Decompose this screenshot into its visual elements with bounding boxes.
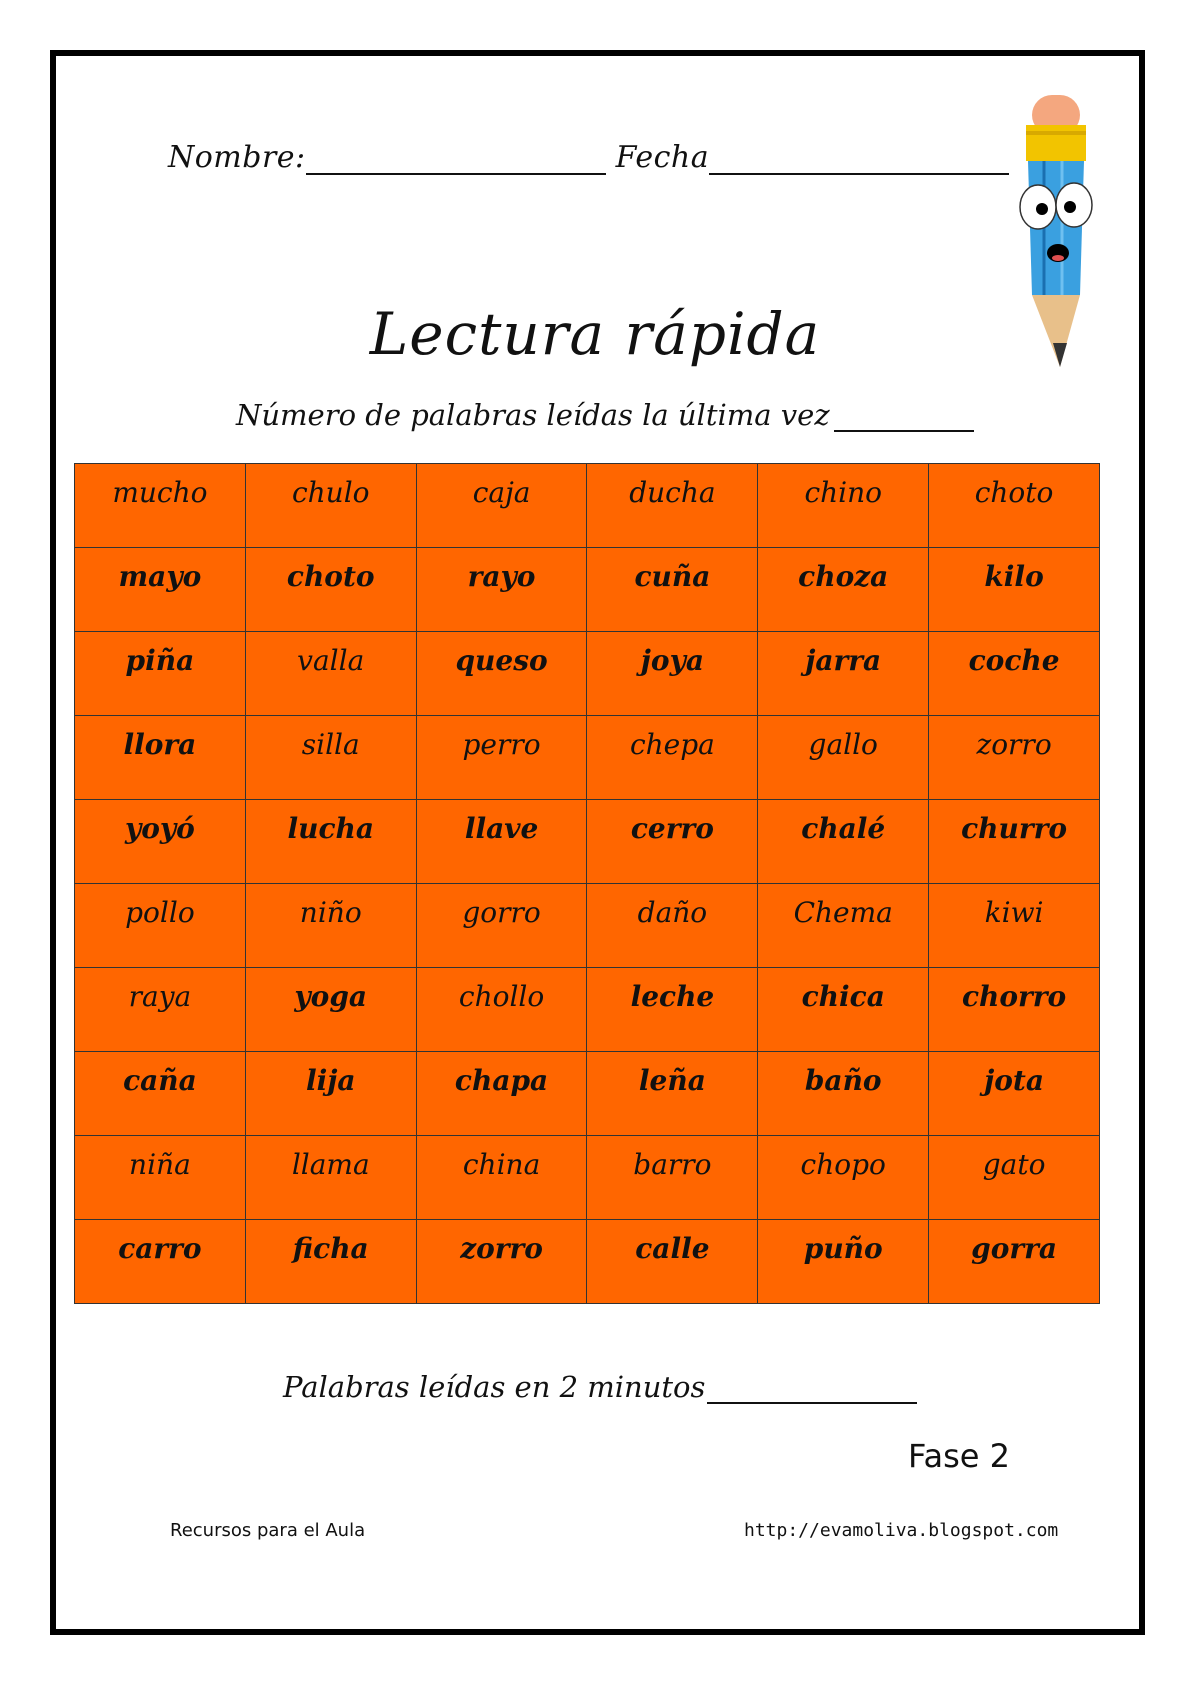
- grid-word-cell: kilo: [929, 548, 1100, 632]
- grid-row: [75, 548, 1100, 632]
- grid-row: [75, 968, 1100, 1052]
- grid-word-cell: pollo: [75, 884, 246, 968]
- grid-row: [75, 716, 1100, 800]
- grid-word-cell: chino: [758, 464, 929, 548]
- grid-word-cell: churro: [929, 800, 1100, 884]
- grid-word-cell: silla: [245, 716, 416, 800]
- grid-word-cell: ficha: [245, 1220, 416, 1304]
- grid-word-cell: chopo: [758, 1136, 929, 1220]
- name-blank-field[interactable]: [306, 143, 606, 175]
- grid-row: [75, 1052, 1100, 1136]
- grid-word-cell: chollo: [416, 968, 587, 1052]
- date-label: Fecha: [615, 140, 710, 175]
- grid-word-cell: chepa: [587, 716, 758, 800]
- grid-word-cell: caña: [75, 1052, 246, 1136]
- footer-source: Recursos para el Aula: [170, 1520, 366, 1541]
- page-title: Lectura rápida: [369, 300, 821, 368]
- header-line: [168, 140, 1009, 175]
- grid-word-cell: yoyó: [75, 800, 246, 884]
- grid-word-cell: Chema: [758, 884, 929, 968]
- grid-word-cell: ducha: [587, 464, 758, 548]
- grid-word-cell: barro: [587, 1136, 758, 1220]
- grid-row: [75, 1136, 1100, 1220]
- grid-word-cell: cuña: [587, 548, 758, 632]
- grid-word-cell: piña: [75, 632, 246, 716]
- minutes-blank-field[interactable]: [707, 1372, 917, 1404]
- grid-word-cell: chica: [758, 968, 929, 1052]
- grid-word-cell: yoga: [245, 968, 416, 1052]
- grid-word-cell: leña: [587, 1052, 758, 1136]
- grid-word-cell: llave: [416, 800, 587, 884]
- last-count-label: Número de palabras leídas la última vez: [236, 398, 830, 432]
- grid-word-cell: jarra: [758, 632, 929, 716]
- grid-word-cell: daño: [587, 884, 758, 968]
- grid-row: [75, 884, 1100, 968]
- grid-word-cell: queso: [416, 632, 587, 716]
- grid-word-cell: puño: [758, 1220, 929, 1304]
- grid-row: [75, 800, 1100, 884]
- grid-word-cell: chapa: [416, 1052, 587, 1136]
- grid-word-cell: perro: [416, 716, 587, 800]
- grid-word-cell: carro: [75, 1220, 246, 1304]
- grid-word-cell: chulo: [245, 464, 416, 548]
- grid-word-cell: mayo: [75, 548, 246, 632]
- grid-word-cell: calle: [587, 1220, 758, 1304]
- grid-row: [75, 464, 1100, 548]
- grid-word-cell: cerro: [587, 800, 758, 884]
- grid-row: [75, 632, 1100, 716]
- grid-row: [75, 1220, 1100, 1304]
- minutes-label: Palabras leídas en 2 minutos: [283, 1370, 706, 1404]
- grid-word-cell: chorro: [929, 968, 1100, 1052]
- grid-word-cell: niño: [245, 884, 416, 968]
- grid-word-cell: gorra: [929, 1220, 1100, 1304]
- grid-word-cell: valla: [245, 632, 416, 716]
- grid-word-cell: jota: [929, 1052, 1100, 1136]
- phase-label: Fase 2: [908, 1437, 1010, 1475]
- grid-word-cell: china: [416, 1136, 587, 1220]
- grid-word-cell: llama: [245, 1136, 416, 1220]
- grid-word-cell: caja: [416, 464, 587, 548]
- grid-word-cell: mucho: [75, 464, 246, 548]
- grid-word-cell: gorro: [416, 884, 587, 968]
- last-count-blank-field[interactable]: [834, 400, 974, 432]
- grid-word-cell: raya: [75, 968, 246, 1052]
- grid-word-cell: gato: [929, 1136, 1100, 1220]
- word-grid: [74, 463, 1100, 1304]
- grid-word-cell: llora: [75, 716, 246, 800]
- grid-word-cell: choza: [758, 548, 929, 632]
- name-label: Nombre:: [168, 140, 306, 175]
- grid-word-cell: rayo: [416, 548, 587, 632]
- grid-word-cell: zorro: [416, 1220, 587, 1304]
- grid-word-cell: baño: [758, 1052, 929, 1136]
- grid-word-cell: lija: [245, 1052, 416, 1136]
- grid-word-cell: gallo: [758, 716, 929, 800]
- grid-word-cell: choto: [245, 548, 416, 632]
- minutes-line: [283, 1370, 917, 1404]
- pencil-character-icon: [1010, 95, 1130, 385]
- footer-url: http://evamoliva.blogspot.com: [744, 1520, 1059, 1541]
- grid-word-cell: joya: [587, 632, 758, 716]
- grid-word-cell: coche: [929, 632, 1100, 716]
- grid-word-cell: chalé: [758, 800, 929, 884]
- grid-word-cell: leche: [587, 968, 758, 1052]
- grid-word-cell: zorro: [929, 716, 1100, 800]
- last-count-line: [236, 398, 974, 432]
- grid-word-cell: lucha: [245, 800, 416, 884]
- date-blank-field[interactable]: [709, 143, 1009, 175]
- grid-word-cell: kiwi: [929, 884, 1100, 968]
- grid-word-cell: niña: [75, 1136, 246, 1220]
- grid-word-cell: choto: [929, 464, 1100, 548]
